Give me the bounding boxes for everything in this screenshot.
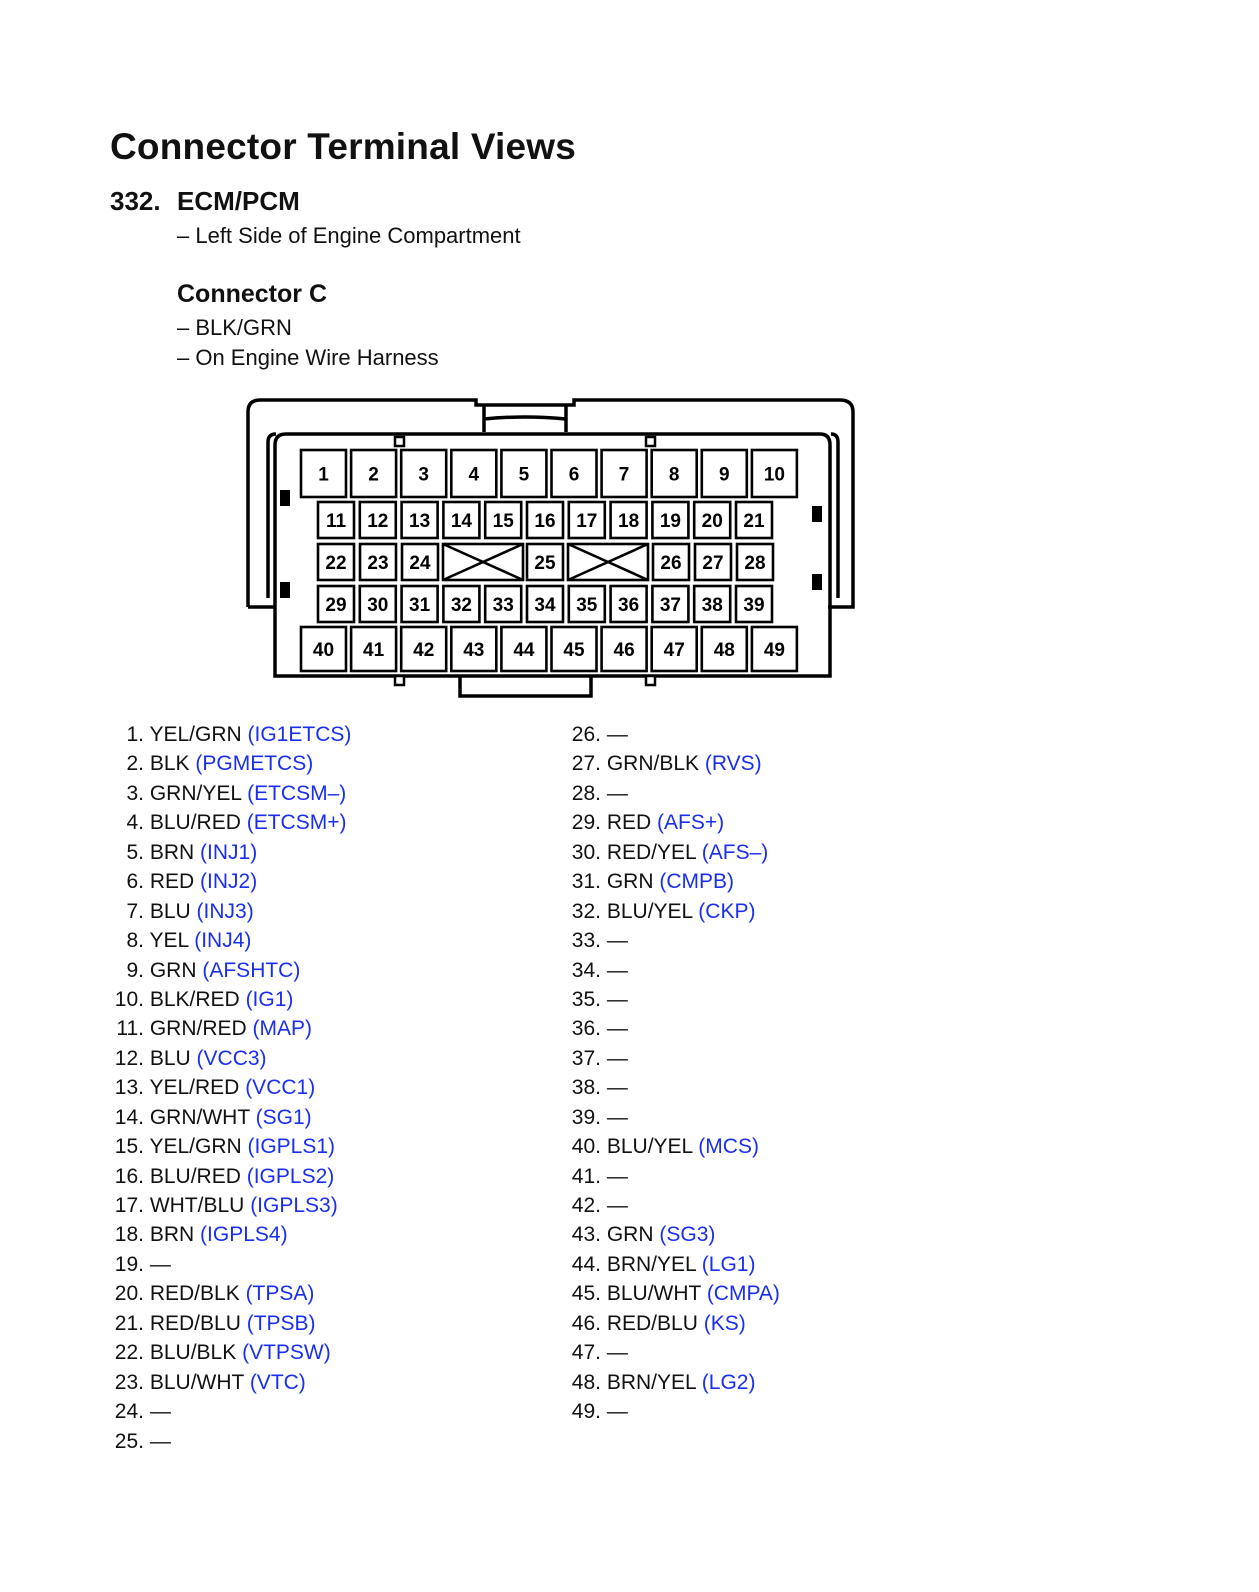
pin-number: 17: [576, 511, 598, 532]
terminal-wire-color: BLK: [149, 752, 190, 776]
terminal-row: [567, 838, 780, 867]
connector-title: Connector C: [177, 280, 327, 308]
terminal-row: [110, 897, 351, 926]
terminal-wire-color: RED: [606, 811, 652, 835]
terminal-row: [110, 779, 351, 808]
terminal-row: [110, 1309, 351, 1338]
terminal-row: [567, 956, 780, 985]
terminal-number: 36.: [571, 1017, 601, 1041]
terminal-row: [110, 1250, 351, 1279]
terminal-number: 5.: [126, 840, 144, 864]
terminal-row: [567, 1103, 780, 1132]
terminal-wire-color: BLU/YEL: [606, 1135, 693, 1159]
terminal-row: [110, 720, 351, 749]
terminal-row: [110, 1132, 351, 1161]
terminal-row: [567, 1073, 780, 1102]
pin-number: 31: [409, 595, 431, 616]
terminal-wire-color: YEL: [149, 929, 189, 953]
terminal-number: 1.: [126, 723, 144, 746]
terminal-wire-color: GRN/RED: [149, 1017, 247, 1041]
terminal-signal: (MAP): [252, 1017, 313, 1041]
terminal-row: [110, 926, 351, 955]
terminal-number: 35.: [571, 987, 601, 1011]
pin-number: 35: [576, 595, 598, 616]
terminal-signal: (RVS): [704, 752, 762, 776]
terminal-signal: (SG1): [255, 1105, 312, 1129]
terminal-number: 21.: [114, 1311, 144, 1335]
pin-number: 12: [367, 511, 389, 532]
terminal-signal: (IGPLS2): [246, 1164, 335, 1188]
terminal-number: 45.: [571, 1282, 601, 1306]
terminal-wire-color: —: [606, 1194, 628, 1217]
terminal-signal: (LG2): [701, 1370, 756, 1394]
terminal-wire-color: BLU/WHT: [606, 1282, 701, 1306]
terminal-row: [567, 867, 780, 896]
pin-grid: [301, 450, 797, 671]
terminal-row: [567, 1162, 780, 1191]
terminal-number: 13.: [114, 1076, 144, 1100]
terminal-number: 16.: [114, 1164, 144, 1188]
pin-number: 46: [613, 640, 635, 661]
terminal-row: [567, 749, 780, 778]
pin-number: 11: [325, 511, 347, 532]
terminal-row: [110, 985, 351, 1014]
terminal-number: 47.: [571, 1341, 601, 1365]
pin-number: 23: [367, 553, 389, 574]
pin-number: 28: [744, 553, 766, 574]
terminal-row: [567, 1279, 780, 1308]
connector-key-top-left: [395, 437, 404, 446]
pin-number: 25: [534, 553, 556, 574]
terminal-number: 10.: [114, 987, 144, 1011]
pin-number: 2: [368, 464, 379, 486]
terminal-signal: (ETCSM+): [246, 811, 347, 835]
terminal-signal: (CMPB): [659, 870, 735, 894]
pin-number: 48: [713, 640, 735, 661]
terminal-number: 6.: [126, 870, 144, 894]
pin-number: 45: [563, 640, 585, 661]
terminal-wire-color: RED/BLU: [606, 1311, 698, 1335]
terminal-signal: (MCS): [698, 1135, 759, 1159]
connector-harness: – On Engine Wire Harness: [177, 345, 439, 370]
terminal-signal: (LG1): [701, 1252, 756, 1276]
pin-number: 40: [312, 640, 335, 661]
pin-number: 36: [618, 595, 640, 616]
connector-lock-right-1: [812, 506, 822, 522]
terminal-row: [567, 1132, 780, 1161]
terminal-signal: (VTPSW): [242, 1341, 331, 1365]
pin-number: 22: [325, 553, 347, 574]
connector-key-bottom-left: [395, 676, 404, 685]
terminal-number: 46.: [571, 1311, 601, 1335]
terminal-wire-color: —: [149, 1400, 171, 1424]
terminal-signal: (KS): [703, 1311, 746, 1335]
terminal-row: [567, 1220, 780, 1249]
terminal-signal: (AFS–): [701, 840, 769, 864]
terminal-row: [110, 1044, 351, 1073]
page-title: Connector Terminal Views: [110, 126, 577, 167]
terminal-signal: (IG1): [245, 987, 294, 1011]
terminal-number: 33.: [571, 929, 601, 953]
terminal-number: 30.: [571, 840, 601, 864]
terminal-number: 44.: [571, 1252, 601, 1276]
pin-number: 39: [743, 595, 765, 616]
terminal-number: 24.: [114, 1400, 144, 1424]
terminal-signal: (IG1ETCS): [247, 723, 352, 746]
pin-number: 13: [409, 511, 431, 532]
terminal-signal: (ETCSM–): [247, 781, 347, 805]
terminal-list-left: [110, 720, 351, 1456]
terminal-signal: (CMPA): [706, 1282, 780, 1306]
terminal-wire-color: —: [606, 929, 628, 953]
terminal-number: 2.: [126, 752, 144, 776]
terminal-wire-color: BRN/YEL: [606, 1370, 696, 1394]
terminal-wire-color: —: [606, 1076, 628, 1100]
terminal-row: [567, 926, 780, 955]
terminal-wire-color: BRN: [149, 840, 195, 864]
terminal-number: 19.: [114, 1252, 144, 1276]
pin-number: 47: [663, 640, 685, 661]
terminal-wire-color: —: [606, 781, 628, 805]
terminal-row: [110, 1338, 351, 1367]
terminal-wire-color: BRN: [149, 1223, 195, 1247]
terminal-wire-color: GRN/BLK: [606, 752, 700, 776]
terminal-number: 14.: [114, 1105, 144, 1129]
terminal-number: 34.: [571, 958, 601, 982]
terminal-row: [110, 1014, 351, 1043]
terminal-wire-color: —: [149, 1429, 171, 1453]
terminal-wire-color: YEL/GRN: [149, 723, 242, 746]
connector-color: – BLK/GRN: [177, 315, 292, 340]
terminal-wire-color: —: [606, 1341, 628, 1365]
terminal-number: 8.: [126, 929, 144, 953]
terminal-row: [110, 1103, 351, 1132]
terminal-number: 9.: [126, 958, 144, 982]
terminal-signal: (SG3): [659, 1223, 716, 1247]
terminal-row: [567, 1250, 780, 1279]
terminal-row: [567, 1368, 780, 1397]
terminal-row: [110, 808, 351, 837]
connector-lock-left-1: [280, 490, 290, 506]
terminal-signal: (TPSA): [245, 1282, 315, 1306]
pin-number: 5: [518, 464, 530, 486]
terminal-row: [567, 1309, 780, 1338]
terminal-number: 27.: [571, 752, 601, 776]
terminal-number: 32.: [571, 899, 601, 923]
terminal-number: 26.: [571, 723, 601, 746]
pin-number: 3: [418, 464, 429, 486]
pin-number: 8: [668, 464, 680, 486]
pin-number: 14: [450, 511, 472, 532]
terminal-row: [110, 1397, 351, 1426]
connector-key-bottom-right: [646, 676, 655, 685]
terminal-wire-color: BLU/BLK: [149, 1341, 237, 1365]
terminal-number: 49.: [571, 1400, 601, 1424]
terminal-wire-color: —: [606, 1105, 628, 1129]
terminal-wire-color: RED/YEL: [606, 840, 696, 864]
terminal-number: 4.: [126, 811, 144, 835]
terminal-signal: (INJ1): [200, 840, 258, 864]
terminal-wire-color: BLU/WHT: [149, 1370, 244, 1394]
terminal-number: 20.: [114, 1282, 144, 1306]
terminal-signal: (VTC): [249, 1370, 306, 1394]
terminal-signal: (AFSHTC): [202, 958, 301, 982]
pin-number: 49: [763, 640, 785, 661]
terminal-wire-color: RED: [149, 870, 195, 894]
terminal-row: [567, 720, 780, 749]
terminal-row: [567, 779, 780, 808]
pin-number: 21: [743, 511, 765, 532]
terminal-wire-color: GRN/YEL: [149, 781, 242, 805]
pin-number: 41: [363, 640, 385, 661]
terminal-wire-color: —: [149, 1252, 171, 1276]
terminal-number: 43.: [571, 1223, 601, 1247]
connector-terminal-diagram: [0, 0, 1259, 720]
pin-number: 26: [660, 553, 682, 574]
terminal-signal: (INJ3): [196, 899, 254, 923]
terminal-row: [110, 1427, 351, 1456]
terminal-number: 31.: [571, 870, 601, 894]
terminal-number: 7.: [126, 899, 144, 923]
connector-lock-left-2: [280, 582, 290, 598]
terminal-wire-color: —: [606, 1164, 628, 1188]
terminal-row: [110, 749, 351, 778]
terminal-wire-color: GRN/WHT: [149, 1105, 250, 1129]
terminal-row: [110, 838, 351, 867]
terminal-number: 28.: [571, 781, 601, 805]
pin-number: 20: [701, 511, 723, 532]
terminal-list-right: [567, 720, 780, 1427]
pin-number: 34: [534, 595, 556, 616]
terminal-row: [110, 1162, 351, 1191]
location-text: – Left Side of Engine Compartment: [177, 223, 521, 248]
terminal-row: [110, 867, 351, 896]
terminal-number: 11.: [116, 1017, 144, 1041]
terminal-wire-color: BLU: [149, 1046, 191, 1070]
terminal-number: 39.: [571, 1105, 601, 1129]
terminal-number: 37.: [571, 1046, 601, 1070]
terminal-wire-color: RED/BLK: [149, 1282, 240, 1306]
terminal-row: [110, 1368, 351, 1397]
terminal-wire-color: BLK/RED: [149, 987, 240, 1011]
terminal-signal: (IGPLS4): [200, 1223, 288, 1247]
terminal-signal: (IGPLS3): [250, 1194, 338, 1217]
terminal-number: 40.: [571, 1135, 601, 1159]
terminal-row: [567, 985, 780, 1014]
pin-number: 43: [463, 640, 485, 661]
terminal-row: [567, 1044, 780, 1073]
connector-latch: [484, 405, 566, 432]
pin-number: 18: [618, 511, 640, 532]
terminal-wire-color: —: [606, 723, 628, 746]
pin-number: 37: [659, 595, 681, 616]
terminal-number: 41.: [571, 1164, 601, 1188]
terminal-number: 15.: [114, 1135, 144, 1159]
terminal-signal: (INJ2): [200, 870, 258, 894]
pin-number: 44: [513, 640, 535, 661]
pin-number: 15: [492, 511, 514, 532]
pin-number: 7: [618, 464, 630, 486]
pin-number: 16: [534, 511, 556, 532]
terminal-row: [567, 1191, 780, 1220]
terminal-signal: (AFS+): [657, 811, 725, 835]
pin-number: 38: [701, 595, 723, 616]
terminal-wire-color: —: [606, 1046, 628, 1070]
terminal-row: [567, 1014, 780, 1043]
pin-number: 9: [719, 464, 730, 486]
terminal-row: [110, 1279, 351, 1308]
pin-number: 1: [318, 464, 329, 486]
pin-number: 4: [468, 464, 480, 486]
terminal-wire-color: BLU/YEL: [606, 899, 693, 923]
terminal-row: [567, 1397, 780, 1426]
terminal-signal: (TPSB): [246, 1311, 316, 1335]
terminal-wire-color: —: [606, 958, 628, 982]
terminal-wire-color: YEL/RED: [149, 1076, 240, 1100]
terminal-wire-color: BRN/YEL: [606, 1252, 696, 1276]
terminal-signal: (CKP): [698, 899, 756, 923]
terminal-signal: (PGMETCS): [195, 752, 314, 776]
terminal-number: 17.: [114, 1194, 144, 1217]
terminal-signal: (VCC1): [245, 1076, 316, 1100]
section-number: 332.: [110, 186, 161, 216]
pin-number: 24: [409, 553, 431, 574]
terminal-wire-color: BLU: [149, 899, 191, 923]
terminal-number: 25.: [114, 1429, 144, 1453]
terminal-number: 12.: [114, 1046, 144, 1070]
terminal-wire-color: GRN: [149, 958, 197, 982]
terminal-wire-color: YEL/GRN: [149, 1135, 242, 1159]
terminal-signal: (IGPLS1): [247, 1135, 336, 1159]
pin-number: 27: [702, 553, 724, 574]
terminal-row: [110, 1073, 351, 1102]
terminal-number: 3.: [126, 781, 144, 805]
terminal-wire-color: WHT/BLU: [149, 1194, 245, 1217]
pin-number: 19: [659, 511, 681, 532]
section-name: ECM/PCM: [177, 186, 300, 216]
terminal-row: [567, 897, 780, 926]
terminal-row: [110, 956, 351, 985]
pin-number: 10: [763, 464, 785, 486]
terminal-wire-color: GRN: [606, 1223, 654, 1247]
terminal-wire-color: —: [606, 987, 628, 1011]
terminal-number: 38.: [571, 1076, 601, 1100]
terminal-wire-color: —: [606, 1017, 628, 1041]
pin-number: 30: [367, 595, 389, 616]
pin-number: 32: [450, 595, 472, 616]
pin-number: 6: [568, 464, 580, 486]
terminal-number: 29.: [571, 811, 601, 835]
terminal-wire-color: GRN: [606, 870, 654, 894]
terminal-row: [110, 1191, 351, 1220]
terminal-wire-color: RED/BLU: [149, 1311, 241, 1335]
connector-lock-right-2: [812, 574, 822, 590]
terminal-row: [567, 808, 780, 837]
terminal-wire-color: BLU/RED: [149, 1164, 241, 1188]
connector-key-top-right: [646, 437, 655, 446]
terminal-number: 22.: [114, 1341, 144, 1365]
pin-number: 33: [492, 595, 514, 616]
terminal-number: 48.: [571, 1370, 601, 1394]
pin-number: 42: [413, 640, 435, 661]
terminal-number: 42.: [571, 1194, 601, 1217]
terminal-signal: (VCC3): [196, 1046, 267, 1070]
pin-number: 29: [325, 595, 347, 616]
terminal-number: 18.: [114, 1223, 144, 1247]
terminal-wire-color: —: [606, 1400, 628, 1424]
terminal-row: [110, 1220, 351, 1249]
terminal-signal: (INJ4): [194, 929, 252, 953]
terminal-row: [567, 1338, 780, 1367]
terminal-number: 23.: [114, 1370, 144, 1394]
terminal-wire-color: BLU/RED: [149, 811, 241, 835]
connector-bottom-tab: [460, 676, 591, 696]
